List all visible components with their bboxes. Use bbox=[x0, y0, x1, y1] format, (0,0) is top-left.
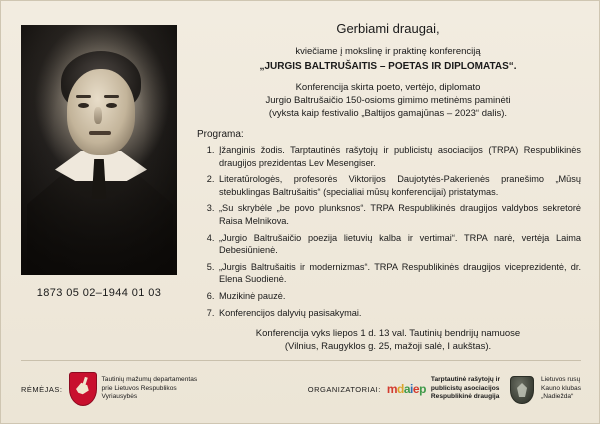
program-item: 6. Muzikinė pauzė. bbox=[217, 290, 581, 303]
event-details bbox=[195, 327, 581, 353]
program-list bbox=[195, 144, 581, 319]
supporter-line-1: Tautinių mažumų departamentas bbox=[101, 376, 198, 384]
trpa-logo-icon: m d a i e p bbox=[386, 382, 426, 396]
organizer1-text bbox=[431, 376, 500, 401]
organizer-trpa bbox=[387, 376, 500, 401]
event-when-where: Konferencija vyks liepos 1 d. 13 val. Tautinių bendrijų namuose bbox=[255, 328, 521, 340]
conference-title: „JURGIS BALTRUŠAITIS – POETAS IR DIPLOMATAS“. bbox=[259, 61, 517, 72]
organizer1-line-3: Respublikinė draugija bbox=[430, 393, 500, 401]
portrait-photo bbox=[21, 25, 177, 275]
program-item: 5. „Jurgis Baltrušaitis ir modernizmas“. TRPA Respublikinės draugijos viceprezidentė, dr. Elena Suodienė. bbox=[217, 261, 581, 286]
supporter-line-2: prie Lietuvos Respublikos bbox=[101, 384, 177, 392]
supporter-text bbox=[102, 376, 198, 401]
portrait-dates: 1873 05 02–1944 01 03 bbox=[36, 287, 162, 299]
festival-note: (vyksta kaip festivalio „Baltijos gamajūnas – 2023“ dalis). bbox=[268, 108, 508, 119]
supporter-ministry bbox=[69, 372, 198, 406]
program-item: 7. Konferencijos dalyvių pasisakymai. bbox=[217, 307, 581, 320]
event-address: (Vilnius, Raugyklos g. 25, mažoji salė, I aukštas). bbox=[284, 341, 492, 353]
supporter-line-3: Vyriausybės bbox=[101, 393, 138, 401]
organizer-kaunas-club bbox=[506, 373, 581, 405]
program-item: 2. Literatūrologės, profesorės Viktorijos Daujotytės-Pakerienės pranešimo „Mūsų stebuklingas Baltrušaitis“ (specialiai mūsų konferencijai) pristatymas. bbox=[217, 173, 581, 198]
organizer1-line-2: publicistų asociacijos bbox=[430, 384, 500, 392]
organizer2-text bbox=[541, 376, 581, 401]
portrait-vignette bbox=[21, 25, 177, 275]
salutation: Gerbiami draugai, bbox=[336, 21, 440, 36]
program-label: Programa: bbox=[197, 129, 244, 140]
supporters-label: RĖMĖJAS: bbox=[21, 384, 63, 394]
portrait-block bbox=[21, 25, 181, 299]
program-item: 1. Įžanginis žodis. Tarptautinės rašytojų ir publicistų asociacijos (TRPA) Respublikinės draugijos prezidentas Lev Mesengiser. bbox=[217, 144, 581, 169]
program-item: 3. „Su skrybėle „be povo plunksnos“. TRPA Respublikinės draugijos valdybos sekretorė Raisa Melnikova. bbox=[217, 202, 581, 227]
organizers-label: ORGANIZATORIAI: bbox=[307, 384, 381, 394]
dedication-line-2: Jurgio Baltrušaičio 150-osioms gimimo metinėms paminėti bbox=[265, 95, 511, 106]
main-content bbox=[195, 17, 581, 353]
organizer1-line-1: Tarptautinė rašytojų ir bbox=[430, 376, 501, 384]
invite-line: kviečiame į mokslinę ir praktinę konferenciją bbox=[295, 46, 481, 57]
lithuania-coat-of-arms-vytis-icon bbox=[69, 372, 97, 406]
portrait-frame bbox=[21, 25, 177, 275]
program-item: 4. „Jurgio Baltrušaičio poezija lietuvių kalba ir vertimai“. TRPA narė, vertėja Laima Debesiūnienė. bbox=[217, 232, 581, 257]
organizer2-line-2: Kauno klubas bbox=[541, 384, 581, 392]
organizer2-line-3: „Nadiežda“ bbox=[541, 393, 574, 401]
kaunas-russian-club-crest-icon bbox=[506, 373, 536, 405]
sponsors-band bbox=[21, 360, 581, 413]
organizer2-line-1: Lietuvos rusų bbox=[541, 376, 581, 384]
dedication-line-1: Konferencija skirta poeto, vertėjo, diplomato bbox=[295, 82, 481, 93]
